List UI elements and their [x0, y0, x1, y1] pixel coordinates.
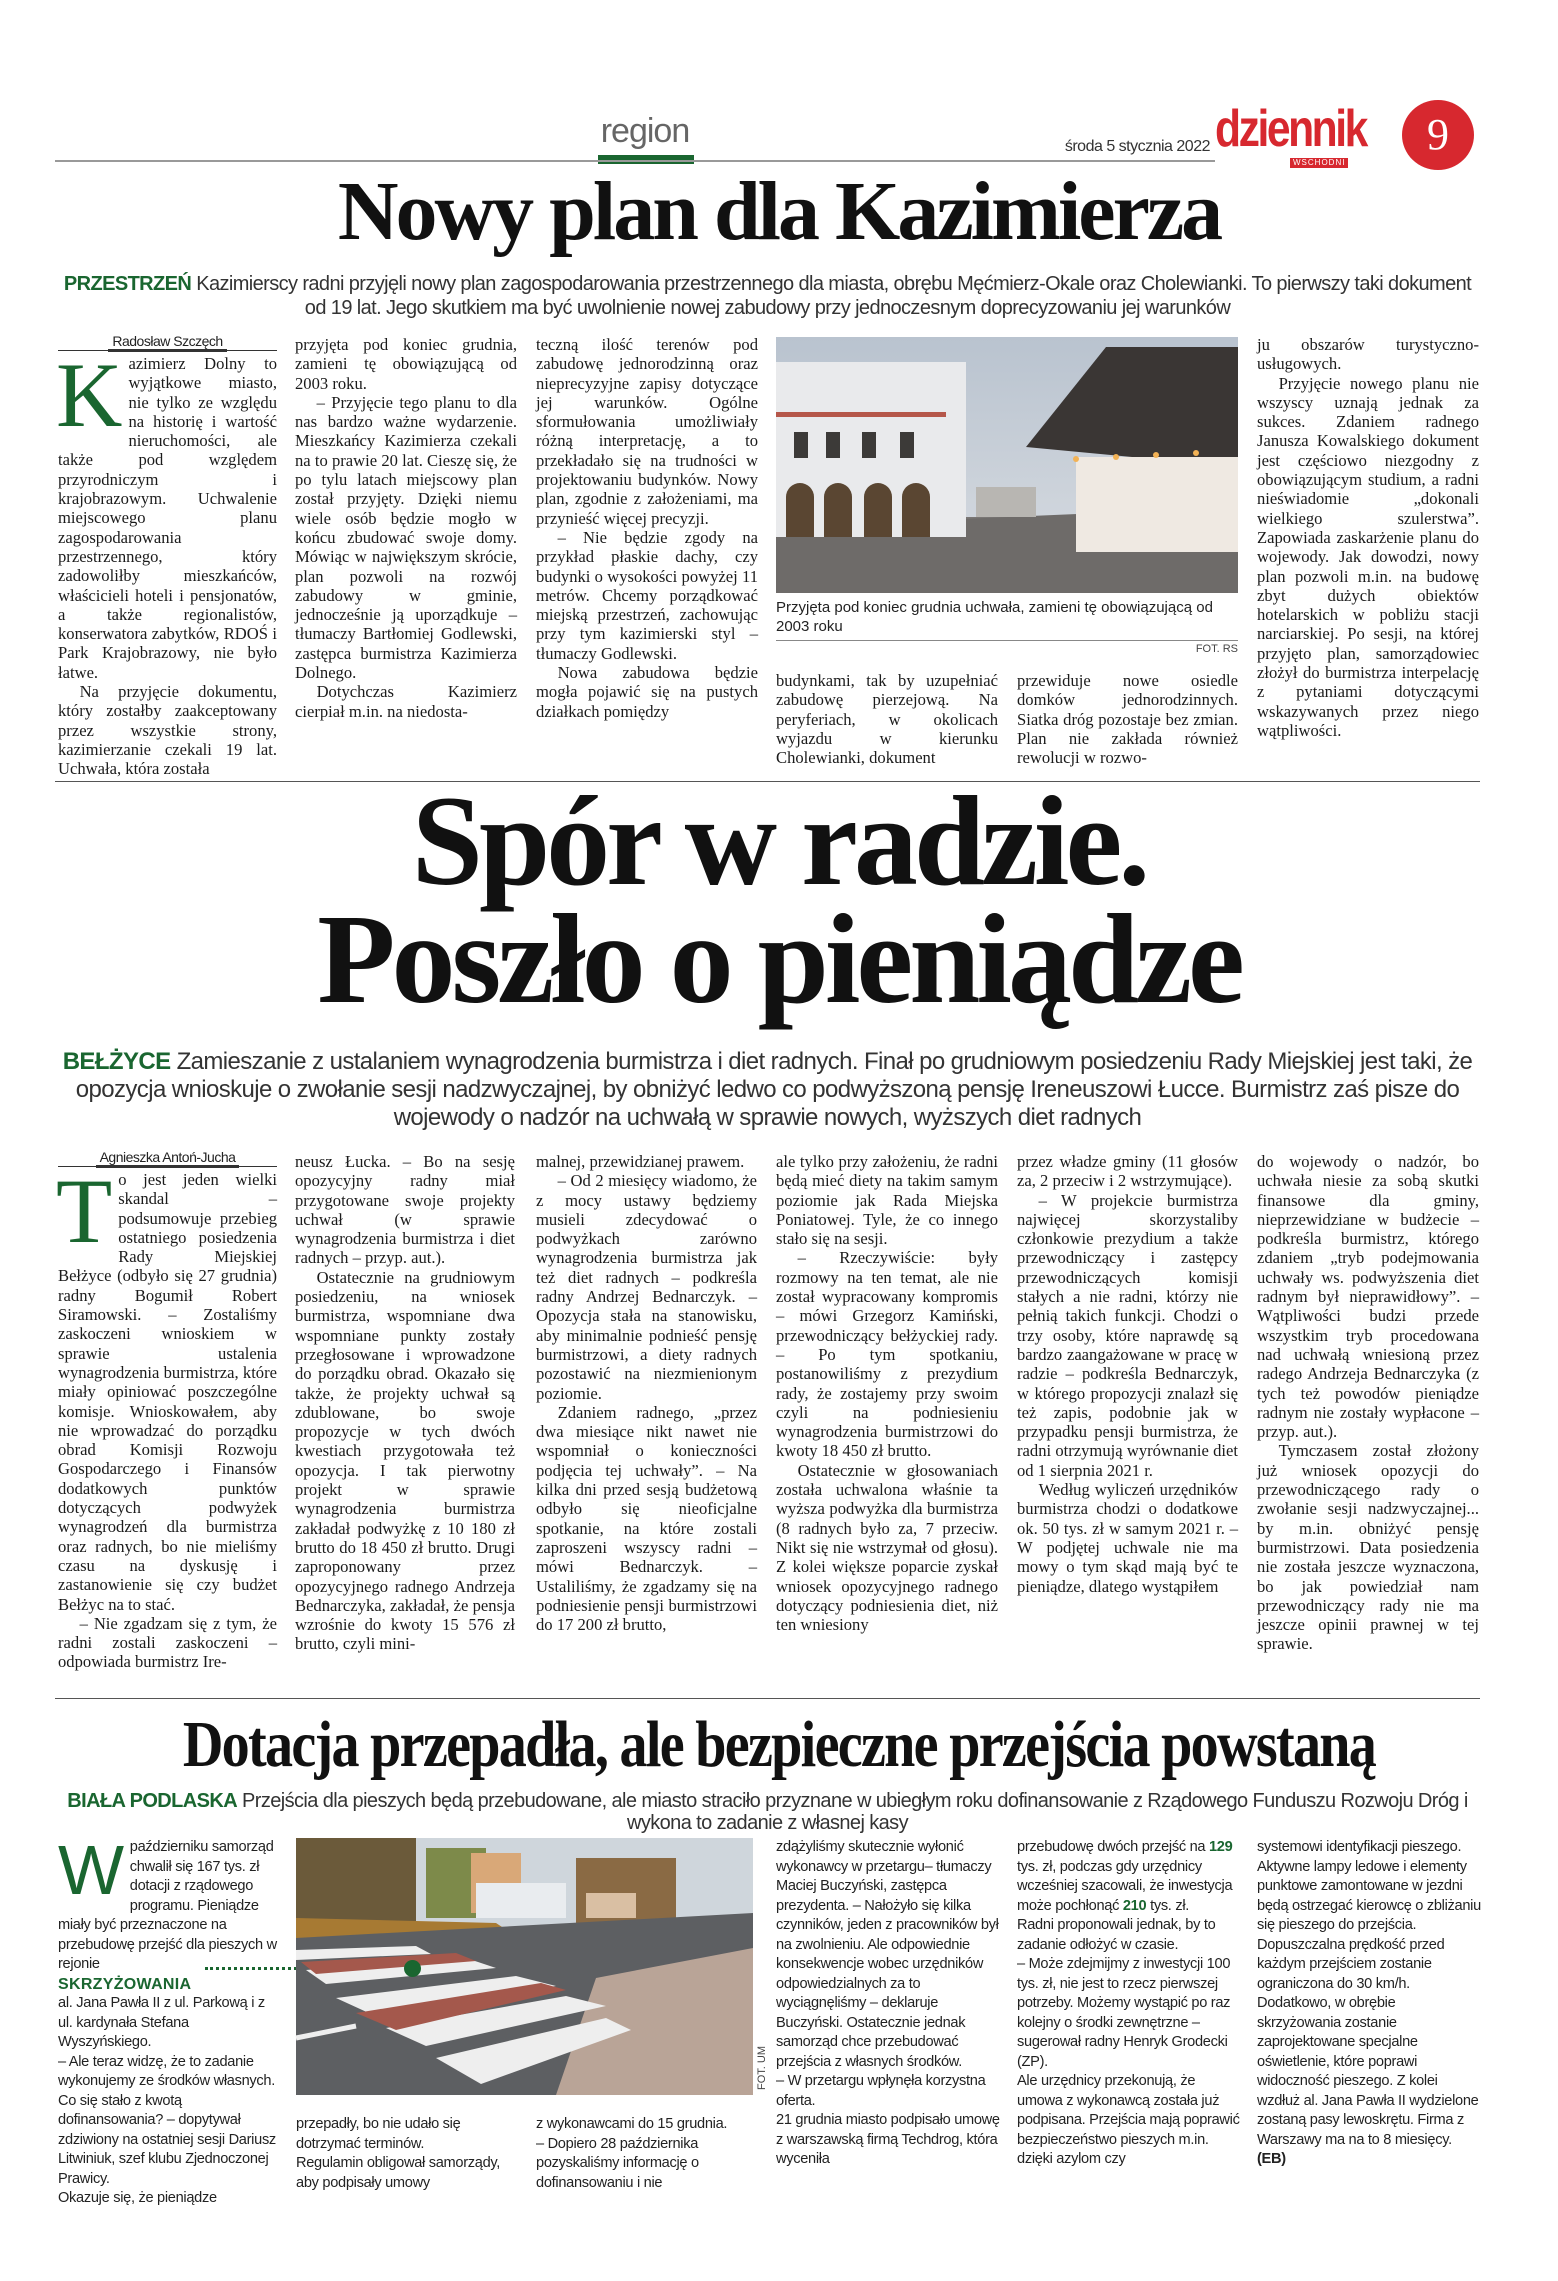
paragraph: teczną ilość terenów pod zabudowę jednorodzinną oraz nieprecyzyjne zapisy dotyczące jej warunków. Ogólne sformułowania umożliwiały różną interpretację, a to przekładało się na trudności w projektowaniu budynków. Nowy plan, zgodnie z założeniami, ma przynieść więcej precyzji. [536, 335, 758, 528]
paragraph: Nowa zabudowa będzie mogła pojawić się na pustych działkach pomiędzy [536, 663, 758, 721]
article3-lead-text: Przejścia dla pieszych będą przebudowane, ale miasto straciło przyznane w ubiegłym roku dofinansowanie z Rządowego Funduszu Rozwoju Dróg i wykona to zadanie z własnej kasy [242, 1790, 1468, 1834]
article2-column-4 [776, 1152, 998, 1690]
article1-author: Radosław Szczęch [108, 333, 226, 352]
paragraph: październiku samorząd chwalił się 167 tys. zł dotacji z rządowego programu. Pieniądze miały być przeznaczone na przebudowę przejść dla pieszych w rejonie [58, 1839, 277, 1972]
drop-cap: W [58, 1831, 124, 1909]
paragraph: – W projekcie burmistrza najwięcej skorzystaliby członkowie prezydium a także przewodniczący i zastępcy przewodniczących komisji stałych a nie radni, którzy nie pełnią takich funkcji. Chodzi o trzy osoby, które naprawdę są bardzo zaangażowane w pracę w radzie – podkreśla Bednarczyk, w którego propozycji znalazł się też zapis, podobnie jak w przypadku pensji burmistrza, że radni otrzymują wyrównanie diet od 1 sierpnia 2021 r. [1017, 1190, 1238, 1480]
article-divider [55, 1698, 1480, 1699]
article1-kicker: PRZESTRZEŃ [63, 273, 192, 295]
paragraph: – Nie będzie zgody na przykład płaskie dachy, czy budynki o wysokości powyżej 11 metrów. Chcemy porządkować miejską przestrzeń, zachowując przy tym kazimierski styl – tłumaczy Godlewski. [536, 527, 758, 663]
article1-column-1 [56, 344, 277, 779]
paragraph [1257, 1838, 1482, 2170]
paragraph: ale tylko przy założeniu, że radni będą mieć diety na takim samym poziomie jak Rada Miejska Poniatowej. Tyle, że co innego stało się na sesji. [776, 1152, 998, 1249]
article3-title: Dotacja przepadła, ale bezpieczne przejścia powstaną [182, 1708, 1376, 1781]
paragraph: – Nie zgadzam się z tym, że radni zostali zaskoczeni – odpowiada burmistrz Ire- [58, 1613, 277, 1672]
newspaper-logo: dziennik [1215, 100, 1366, 158]
article3-column-3 [536, 2115, 756, 2205]
paragraph: Zdaniem radnego, „przez dwa miesiące nikt nawet nie wspomniał o konieczności podjęcia tej uchwały”. – Na kilka dni przed sesją budżetową odbyło się nieoficjalne spotkanie, na które zostali zaproszeni wszyscy radni – mówi Bednarczyk. – Ustaliliśmy, że zgadzamy się na podniesienie pensji burmistrzowi do 17 200 zł brutto, [536, 1402, 757, 1635]
amount-highlight: 210 [1122, 1897, 1147, 1914]
paragraph: Przyjęcie nowego planu nie wszyscy uznają jednak za sukces. Zdaniem radnego Janusza Kowalskiego dokument jest częściowo niezgodny z obowiązującym studium, a radni nieświadomie „dokonali wielkiego szulerstwa”. Zapowiada zaskarżenie planu do wojewody. Jak dowodzi, nowy plan pozwoli m.in. na budowę zbyt dużych obiektów hotelarskich w pobliżu stacji narciarskiej. Po sesji, na której przyjęto plan, samorządowiec złożył do burmistrza interpelację z pytaniami dotyczącymi wskazywanych przez niego wątpliwości. [1257, 373, 1479, 740]
article1-lead [55, 272, 1480, 320]
caption-rule [776, 640, 1238, 641]
article2-column-5 [1017, 1152, 1238, 1690]
article2-author: Agnieszka Antoń-Jucha [96, 1149, 240, 1168]
newspaper-logo-subtitle: WSCHODNI [1290, 158, 1348, 168]
article3-column-4 [776, 1838, 1004, 2206]
paragraph: ju obszarów turystyczno-usługowych. [1257, 335, 1479, 374]
paragraph: zdążyliśmy skutecznie wyłonić wykonawcy w przetargu– tłumaczy Maciej Buczyński, zastępca prezydenta. – Nałożyło się kilka czynników, jeden z pracowników był na zwolnieniu. Ale odpowiednie konsekwencje wobec urzędników odpowiedzialnych za to wyciągnęliśmy – deklaruje Buczyński. Ostatecznie jednak samorząd chce przebudować przejścia z własnych środków. [776, 1839, 999, 2070]
article3-photo [296, 1838, 753, 2094]
article1-title: Nowy plan dla Kazimierza [337, 165, 1221, 258]
section-label: region [600, 112, 690, 150]
paragraph: Dotychczas Kazimierz cierpiał m.in. na niedosta- [295, 682, 517, 721]
paragraph: przewiduje nowe osiedle domków jednorodzinnych. Siatka dróg pozostaje bez zmian. Plan nie zakłada również rewolucji w rozwo- [1017, 671, 1238, 768]
article3-lead [55, 1790, 1480, 1834]
article2-title-line1: Spór w radzie. [411, 770, 1147, 912]
article3-column-2 [296, 2115, 521, 2205]
paragraph: Tymczasem został złożony już wniosek opozycji do przewodniczącego rady o zwołanie sesji nadzwyczajnej... by m.in. obniżyć pensję burmistrzowi. Data posiedzenia nie została jeszcze wyznaczona, bo jak powiedział nam przewodniczący rady nie ma jeszcze opinii prawnej w tej sprawie. [1257, 1441, 1479, 1654]
paragraph: o jest jeden wielki skandal – podsumowuje przebieg ostatniego posiedzenia Rady Miejskiej Bełżyce (odbyło się 27 grudnia) radny Bogumił Robert Siramowski. – Zostaliśmy zaskoczeni wnioskiem w sprawie ustalenia wynagrodzenia burmistrza, które miały opiniować poszczególne komisje. Wnioskowałem, aby nie wprowadzać do porządku obrad Komisji Rozwoju Gospodarczego i Finansów dodatkowych punktów dotyczących podwyżek wynagrodzeń dla burmistrza oraz radnych, bo nie mieliśmy czasu na dyskusję i zastanowienie się czy budżet Bełżyc na to stać. [58, 1170, 277, 1614]
paragraph: przyjęta pod koniec grudnia, zamieni tę obowiązującą od 2003 roku. [295, 335, 517, 393]
article2-column-6 [1257, 1152, 1479, 1690]
crosswalk-photo [296, 1838, 753, 2095]
article3-column-1 [58, 1831, 280, 2206]
paragraph: – Ale teraz widzę, że to zadanie wykonujemy ze środków własnych. Co się stało z kwotą dofinansowania? – dopytywał zdziwiony na ostatniej sesji Dariusz Litwiniuk, szef klubu Zjednoczonej Prawicy. [58, 2053, 276, 2187]
article1-column-3 [536, 335, 758, 768]
paragraph: Na przyjęcie dokumentu, który zostałby zaakceptowany przez wszystkie strony, kazimierzanie czekali 19 lat. Uchwała, która została [58, 682, 277, 779]
kazimierz-street-photo [776, 337, 1238, 593]
article2-column-2 [295, 1152, 515, 1690]
paragraph: Ale urzędnicy przekonują, że umowa z wykonawcą została już podpisana. Przejścia mają poprawić bezpieczeństwo pieszych m.in. dzięki azylom czy [1017, 2073, 1240, 2167]
paragraph: al. Jana Pawła II z ul. Parkową i z ul. kardynała Stefana Wyszyńskiego. [58, 1995, 265, 2050]
issue-date: środa 5 stycznia 2022 [1064, 138, 1210, 155]
paragraph: 21 grudnia miasto podpisało umowę z warszawską firmą Techdrog, która wyceniła [776, 2112, 1000, 2167]
article1-lead-text: Kazimierscy radni przyjęli nowy plan zagospodarowania przestrzennego dla miasta, obrębu Męćmierz-Okale oraz Cholewianki. To pierwszy taki dokument od 19 lat. Jego skutkiem ma być uwolnienie nowej zabudowy przy jednoczesnym doprecyzowaniu jej warunków [196, 273, 1472, 319]
article3-column-5 [1017, 1838, 1242, 2206]
article2-title [40, 770, 1518, 1030]
paragraph: przepadły, bo nie udało się dotrzymać terminów. [296, 2116, 461, 2152]
article3-kicker: BIAŁA PODLASKA [67, 1790, 238, 1812]
article1-column-2 [295, 335, 517, 768]
text-run: przebudowę dwóch przejść na [1017, 1839, 1206, 1855]
drop-cap: T [56, 1160, 113, 1262]
article3-photo-credit: FOT. UM [756, 2046, 768, 2090]
paragraph: z wykonawcami do 15 grudnia. [536, 2116, 728, 2132]
paragraph: – W przetargu wpłynęła korzystna oferta. [776, 2073, 986, 2109]
paragraph: Według wyliczeń urzędników burmistrza chodzi o dodatkowe ok. 50 tys. zł w samym 2021 r. – W podjętej uchwale nie ma mowy o tym skąd mają być te pieniądze, dlatego wystąpiłem [1017, 1480, 1238, 1596]
text-run: tys. zł, podczas gdy urzędnicy wcześniej szacowali, że inwestycja może pochłonąć [1017, 1858, 1233, 1914]
paragraph: Radni proponowali jednak, by to zadanie odłożyć w czasie. [1017, 1917, 1216, 1953]
paragraph: przez władze gminy (11 głosów za, 2 przeciw i 2 wstrzymujące). [1017, 1152, 1238, 1191]
article1-column-6 [1257, 335, 1479, 768]
paragraph: Okazuje się, że pieniądze [58, 2190, 217, 2206]
paragraph: malnej, przewidzianej prawem. [536, 1152, 745, 1171]
paragraph: – Dopiero 28 października pozyskaliśmy informację o dofinansowaniu i nie [536, 2135, 699, 2191]
article2-lead-text: Zamieszanie z ustalaniem wynagrodzenia burmistrza i diet radnych. Finał po grudniowym posiedzeniu Rady Miejskiej jest taki, że opozycja wnioskuje o zwołanie sesji nadzwyczajnej, by obniżyć ledwo co podwyższoną pensję Ireneuszowi Łucce. Burmistrz zaś pisze do wojewody o nadzór na uchwałą w sprawie nowych, wyższych diet radnych [75, 1048, 1473, 1131]
paragraph [1017, 1838, 1242, 1916]
article1-photo-caption: Przyjęta pod koniec grudnia uchwała, zamieni tę obowiązującą od 2003 roku [776, 599, 1213, 635]
paragraph: budynkami, tak by uzupełniać zabudowę pierzejową. Na peryferiach, w okolicach wyjazdu w kierunku Cholewianki, dokument [776, 671, 998, 768]
paragraph: Ostatecznie w głosowaniach została uchwalona właśnie ta wyższa podwyżka dla burmistrza (8 radnych było za, 7 przeciw. Nikt się nie wstrzymał od głosu). Z kolei większe poparcie zyskał wniosek opozycyjnego radnego dotyczący podniesienia diet, niż ten wniesiony [776, 1460, 998, 1635]
article1-photo [776, 337, 1238, 593]
text-run: systemowi identyfikacji pieszego. Aktywne lampy ledowe i elementy punktowe zamontowane w jezdni będą ostrzegać kierowcę o zbliżaniu się pieszego do przejścia. Dopuszczalna prędkość przed każdym przejściem zostanie ograniczona do 30 km/h. Dodatkowo, w obrębie skrzyżowania zostanie zaprojektowane specjalne oświetlenie, które poprawi widoczność pieszego. Z kolei wzdłuż al. Jana Pawła II wydzielone zostaną pasy lewoskrętu. Firma z Warszawy ma na to 8 miesięcy. [1257, 1839, 1481, 2148]
paragraph: do wojewody o nadzór, bo uchwała niesie za sobą skutki finansowe dla gminy, nieprzewidziane w budżecie – podkreśla burmistrz, którego zdaniem „tryb podejmowania uchwały ws. podwyższenia diet radnym był nieprawidłowy”. – Wątpliwości budzi przede wszystkim tryb procedowana nad uchwałą wniesioną przez radego Andrzeja Bednarczyka (z tych też powodów pieniądze radnym nie zostały wypłacone – przyp. aut.). [1257, 1152, 1479, 1442]
article2-column-3 [536, 1152, 757, 1690]
drop-cap: K [56, 344, 123, 446]
paragraph: azimierz Dolny to wyjątkowe miasto, nie tylko ze względu na historię i wartość nieruchomości, ale także pod względem przyrodniczym i krajobrazowym. Uchwalenie miejscowego planu zagospodarowania przestrzennego, który zadowoliłby mieszkańców, właścicieli hoteli i pensjonatów, a także regionalistów, konserwatora zabytków, RDOŚ i Park Krajobrazowy, nie było łatwe. [58, 354, 277, 682]
article2-lead [55, 1048, 1480, 1132]
author-signature: (EB) [1257, 2151, 1286, 2167]
article3-column-6 [1257, 1838, 1482, 2206]
amount-highlight: 129 [1208, 1839, 1233, 1855]
paragraph: – Może zdejmijmy z inwestycji 100 tys. zł, nie jest to rzecz pierwszej potrzeby. Możemy wystąpić po raz kolejny o środki zewnętrzne – sugerował radny Henryk Grodecki (ZP). [1017, 1956, 1231, 2070]
paragraph: Ostatecznie na grudniowym posiedzeniu, na wniosek burmistrza, wspomniane dwa wspomniane punkty zostały przegłosowane i wprowadzone do porządku obrad. Okazało się także, że projekty uchwał są zdublowane, bo swoje propozycje w tych dwóch kwestiach przygotowała też opozycja. I tak pierwotny projekt w sprawie wynagrodzenia burmistrza zakładał podwyżkę z 10 180 zł brutto do 18 450 zł brutto. Drugi zaproponowany przez opozycyjnego radnego Andrzeja Bednarczyka, zakładał, że pensja wzrośnie do kwoty 15 576 zł brutto, czyli mini- [295, 1267, 515, 1654]
article2-title-line2: Poszło o pieniądze [317, 888, 1241, 1030]
paragraph: – Od 2 miesięcy wiadomo, że z mocy ustawy będziemy musieli zdecydować o podwyżkach zarówno wynagrodzenia burmistrza jak też diet radnych – podkreśla radny Andrzej Bednarczyk. – Opozycja stała na stanowisku, aby minimalnie podnieść pensję burmistrzowi, a diety radnych pozostawić na niezmienionym poziomie. [536, 1171, 757, 1403]
callout-label: SKRZYŻOWANIA [58, 1975, 192, 1993]
article2-column-1 [56, 1160, 277, 1690]
article1-column-5 [1017, 671, 1238, 768]
text-run: tys. zł. [1150, 1897, 1190, 1914]
page-number: 9 [1402, 100, 1474, 170]
paragraph: neusz Łucka. – Bo na sesję opozycyjny radny miał przygotowane swoje projekty uchwał (w sprawie wynagrodzenia burmistrza i diet radnych – przyp. aut.). [295, 1152, 515, 1268]
callout-dot [404, 1960, 421, 1977]
paragraph: Regulamin obligował samorządy, aby podpisały umowy [296, 2155, 501, 2191]
article1-column-4 [776, 671, 998, 768]
article1-photo-credit: FOT. RS [1195, 643, 1238, 655]
paragraph: – Przyjęcie tego planu to dla nas bardzo ważne wydarzenie. Mieszkańcy Kazimierza czekali na to prawie 20 lat. Cieszę się, że po tylu latach miejscowy plan został przyjęty. Dzięki niemu wiele osób będzie mogło w końcu zbudować swoje domy. Mówiąc w największym skrócie, plan pozwoli na rozwój zabudowy w gminie, jednocześnie ją uporządkuje – tłumaczy Bartłomiej Godlewski, zastępca burmistrza Kazimierza Dolnego. [295, 392, 517, 683]
paragraph: – Rzeczywiście: były rozmowy na ten temat, ale nie został wypracowany kompromis – mówi Grzegorz Kamiński, przewodniczący bełżyckiej rady. – Po tym spotkaniu, postanowiliśmy z prezydium rady, że zostajemy przy swoim czyli na podniesieniu wynagrodzenia burmistrzowi do kwoty 18 450 zł brutto. [776, 1248, 998, 1461]
article2-kicker: BEŁŻYCE [62, 1048, 171, 1075]
